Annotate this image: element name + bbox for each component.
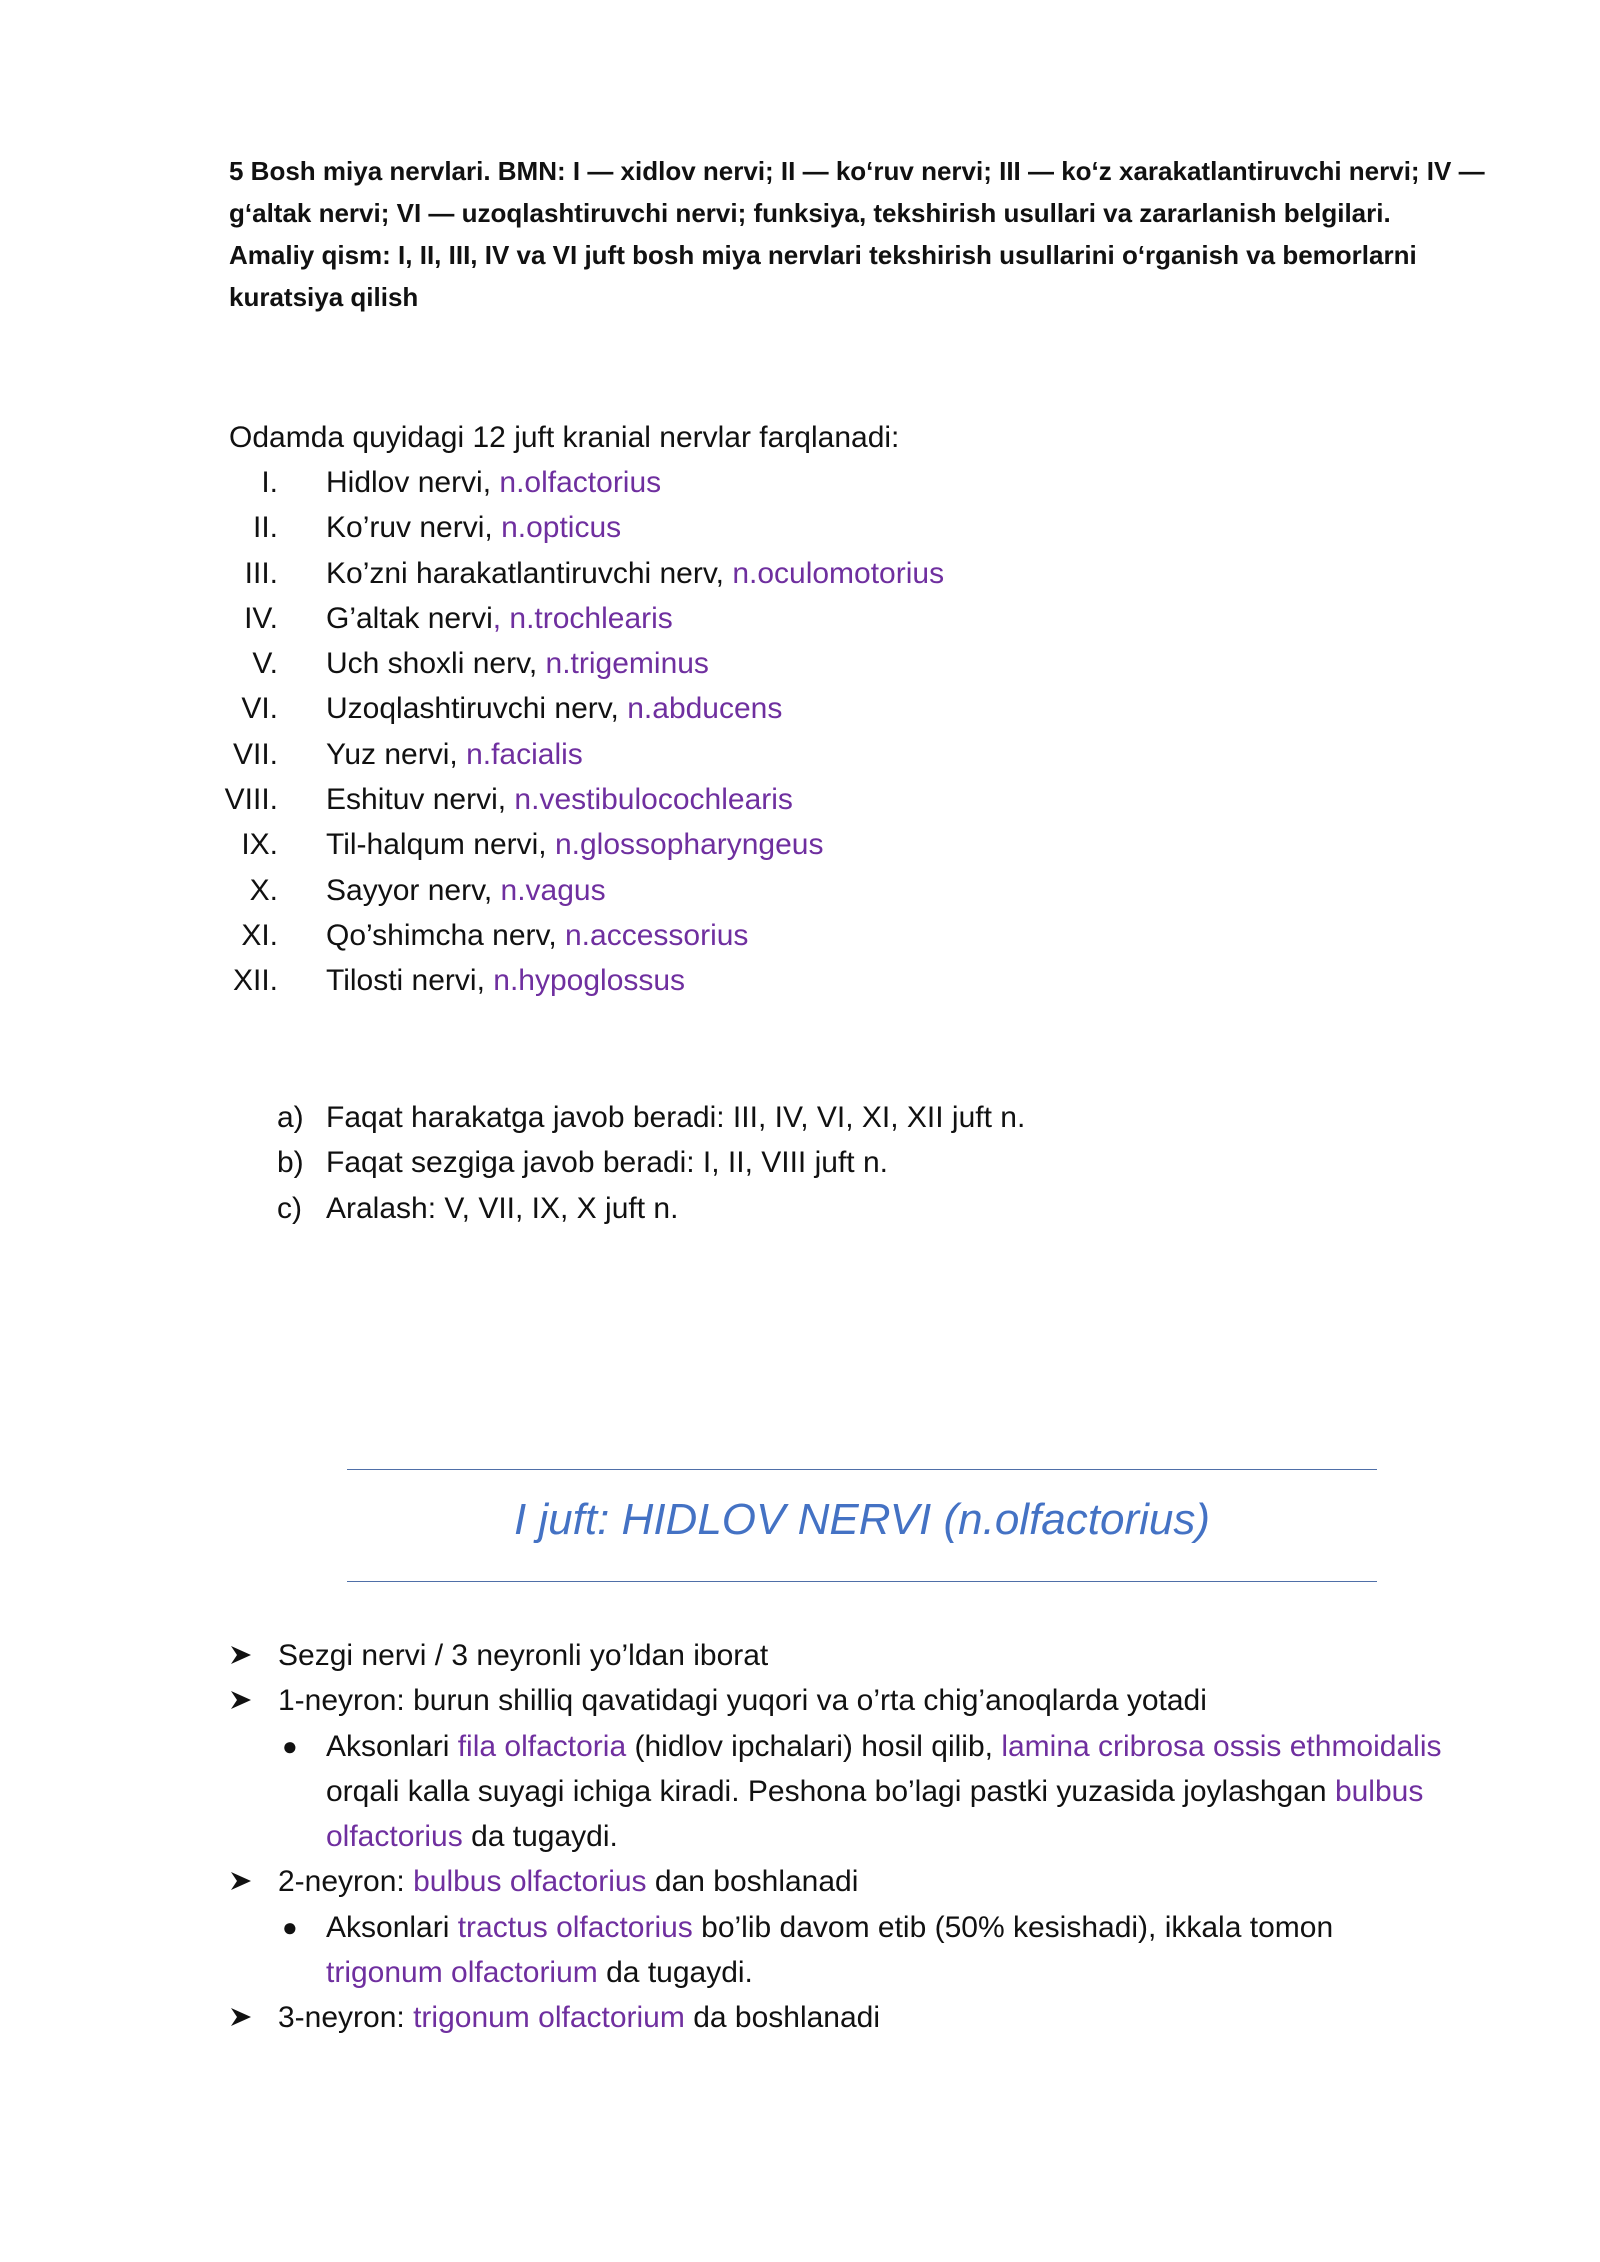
latin-name: n.vestibulocochlearis xyxy=(514,783,793,817)
roman-numeral: XI. xyxy=(241,918,278,952)
latin-term: bulbus olfactorius xyxy=(413,1865,647,1899)
latin-term: tractus olfactorius xyxy=(457,1910,693,1944)
latin-name: n.oculomotorius xyxy=(732,556,945,590)
list-item xyxy=(0,1633,1600,1678)
arrowhead-icon xyxy=(230,1859,258,1891)
text-run: 3-neyron: xyxy=(278,2001,414,2035)
nerve-entry xyxy=(326,732,583,777)
roman-numeral: IX. xyxy=(241,828,278,862)
list-marker: a) xyxy=(277,1101,304,1134)
title-rule-bottom xyxy=(347,1581,1377,1582)
intro-sentence: Odamda quyidagi 12 juft kranial nervlar farqlanadi: xyxy=(229,421,900,454)
list-item xyxy=(0,732,1600,777)
list-item xyxy=(0,460,1600,505)
nerve-entry xyxy=(326,551,944,596)
roman-numeral: IV. xyxy=(244,601,278,635)
list-item xyxy=(0,1186,1600,1231)
list-item xyxy=(0,913,1600,958)
latin-name: n.accessorius xyxy=(565,918,749,952)
list-item xyxy=(0,958,1600,1003)
list-marker: b) xyxy=(277,1146,304,1180)
list-item xyxy=(0,641,1600,686)
nerve-entry xyxy=(326,505,621,550)
list-item xyxy=(0,1724,1456,1860)
function-text: Aralash: V, VII, IX, X juft n. xyxy=(326,1191,679,1225)
nerve-entry xyxy=(326,460,661,505)
list-item xyxy=(0,822,1600,867)
nerve-entry xyxy=(326,913,748,958)
latin-name: n.vagus xyxy=(500,873,606,907)
nerve-name: Yuz nervi, xyxy=(326,737,467,771)
text-run: Aksonlari xyxy=(326,1910,458,1944)
round-bullet-icon: ● xyxy=(282,1730,298,1761)
latin-name: n.glossopharyngeus xyxy=(554,828,824,862)
list-item xyxy=(0,1905,1456,1996)
roman-numeral: V. xyxy=(252,647,278,681)
latin-term: trigonum olfactorium xyxy=(326,1956,598,1990)
roman-numeral: I. xyxy=(261,466,278,499)
text-run: (hidlov ipchalari) hosil qilib, xyxy=(626,1729,1002,1763)
olfactory-nerve-bullets xyxy=(0,1633,1600,2041)
arrowhead-icon xyxy=(230,1678,258,1710)
heading-topic: 5 Bosh miya nervlari. BMN: I — xidlov nervi; II — ko‘ruv nervi; III — ko‘z xarakatlantiruvchi nervi; IV — g‘altak nervi; VI — uzoqlashtiruvchi nervi; funksiya, tekshirish usullari va zararlanish belgilari. xyxy=(229,156,1485,228)
roman-numeral: X. xyxy=(249,873,278,907)
list-item xyxy=(0,551,1600,596)
roman-numeral: XII. xyxy=(232,964,278,998)
arrowhead-icon xyxy=(230,1633,258,1665)
text-run: da boshlanadi xyxy=(684,2001,881,2035)
bullet-neuron-1: 1-neyron: burun shilliq qavatidagi yuqori va o’rta chig’anoqlarda yotadi xyxy=(278,1684,1207,1718)
list-item xyxy=(0,1095,1600,1140)
nerve-name: Qo’shimcha nerv, xyxy=(326,918,565,952)
list-item xyxy=(0,1140,1600,1185)
nerve-entry xyxy=(326,777,793,822)
text-run: bo’lib davom etib (50% kesishadi), ikkala tomon xyxy=(692,1910,1334,1944)
latin-name: n.abducens xyxy=(627,692,783,726)
roman-numeral: VII. xyxy=(232,737,278,771)
nerve-function-list xyxy=(0,1095,1600,1231)
latin-term: trigonum olfactorium xyxy=(413,2001,685,2035)
nerve-name: Ko’ruv nervi, xyxy=(326,511,502,545)
nerve-name: G’altak nervi xyxy=(326,601,493,635)
document-heading xyxy=(229,150,1509,318)
roman-numeral: VIII. xyxy=(224,783,278,817)
list-item xyxy=(0,1859,1600,1904)
text-run: dan boshlanadi xyxy=(646,1865,859,1899)
list-item xyxy=(0,686,1600,731)
latin-term: bulbus olfactorius xyxy=(326,1774,1424,1854)
latin-name: n.trigeminus xyxy=(545,647,709,681)
list-item xyxy=(0,868,1600,913)
function-text: Faqat harakatga javob beradi: III, IV, VI, XI, XII juft n. xyxy=(326,1101,1026,1134)
latin-name: n.olfactorius xyxy=(499,466,662,499)
roman-numeral: VI. xyxy=(241,692,278,726)
latin-name: n.facialis xyxy=(466,737,583,771)
arrowhead-icon xyxy=(230,1995,258,2027)
text-run: orqali kalla suyagi ichiga kiradi. Peshona bo’lagi pastki yuzasida joylashgan xyxy=(326,1774,1335,1808)
nerve-name: Ko’zni harakatlantiruvchi nerv, xyxy=(326,556,733,590)
section-title: I juft: HIDLOV NERVI (n.olfactorius) xyxy=(513,1495,1211,1544)
nerve-entry xyxy=(326,958,685,1003)
nerve-entry xyxy=(326,868,606,913)
nerve-entry xyxy=(326,641,709,686)
list-item xyxy=(0,596,1600,641)
title-rule-top xyxy=(347,1469,1377,1470)
nerve-name: Tilosti nervi, xyxy=(326,964,494,998)
nerve-entry xyxy=(326,686,782,731)
heading-practical: Amaliy qism: I, II, III, IV va VI juft bosh miya nervlari tekshirish usullarini o‘rganish va bemorlarni kuratsiya qilish xyxy=(229,240,1417,312)
latin-term: fila olfactoria xyxy=(457,1729,627,1763)
nerve-name: Eshituv nervi, xyxy=(326,783,515,817)
latin-name: n.hypoglossus xyxy=(493,964,686,998)
latin-name: , n.trochlearis xyxy=(492,601,673,635)
roman-numeral: II. xyxy=(252,511,278,545)
nerve-entry xyxy=(326,822,824,867)
list-item xyxy=(0,1995,1600,2040)
latin-name: n.opticus xyxy=(501,511,622,545)
text-run: da tugaydi. xyxy=(597,1956,753,1990)
list-item xyxy=(0,505,1600,550)
latin-term: lamina cribrosa ossis ethmoidalis xyxy=(1001,1729,1442,1763)
round-bullet-icon: ● xyxy=(282,1911,298,1942)
function-text: Faqat sezgiga javob beradi: I, II, VIII juft n. xyxy=(326,1146,888,1180)
text-run: Aksonlari xyxy=(326,1729,458,1763)
list-marker: c) xyxy=(277,1191,302,1225)
cranial-nerves-list xyxy=(0,460,1600,1004)
bullet-sensory: Sezgi nervi / 3 neyronli yo’ldan iborat xyxy=(278,1639,769,1672)
nerve-entry xyxy=(326,596,673,641)
text-run: da tugaydi. xyxy=(462,1820,618,1854)
nerve-name: Uch shoxli nerv, xyxy=(326,647,546,681)
nerve-name: Hidlov nervi, xyxy=(326,466,500,499)
text-run: 2-neyron: xyxy=(278,1865,414,1899)
nerve-name: Uzoqlashtiruvchi nerv, xyxy=(326,692,628,726)
nerve-name: Sayyor nerv, xyxy=(326,873,501,907)
list-item xyxy=(0,777,1600,822)
nerve-name: Til-halqum nervi, xyxy=(326,828,555,862)
list-item xyxy=(0,1678,1600,1723)
roman-numeral: III. xyxy=(244,556,278,590)
